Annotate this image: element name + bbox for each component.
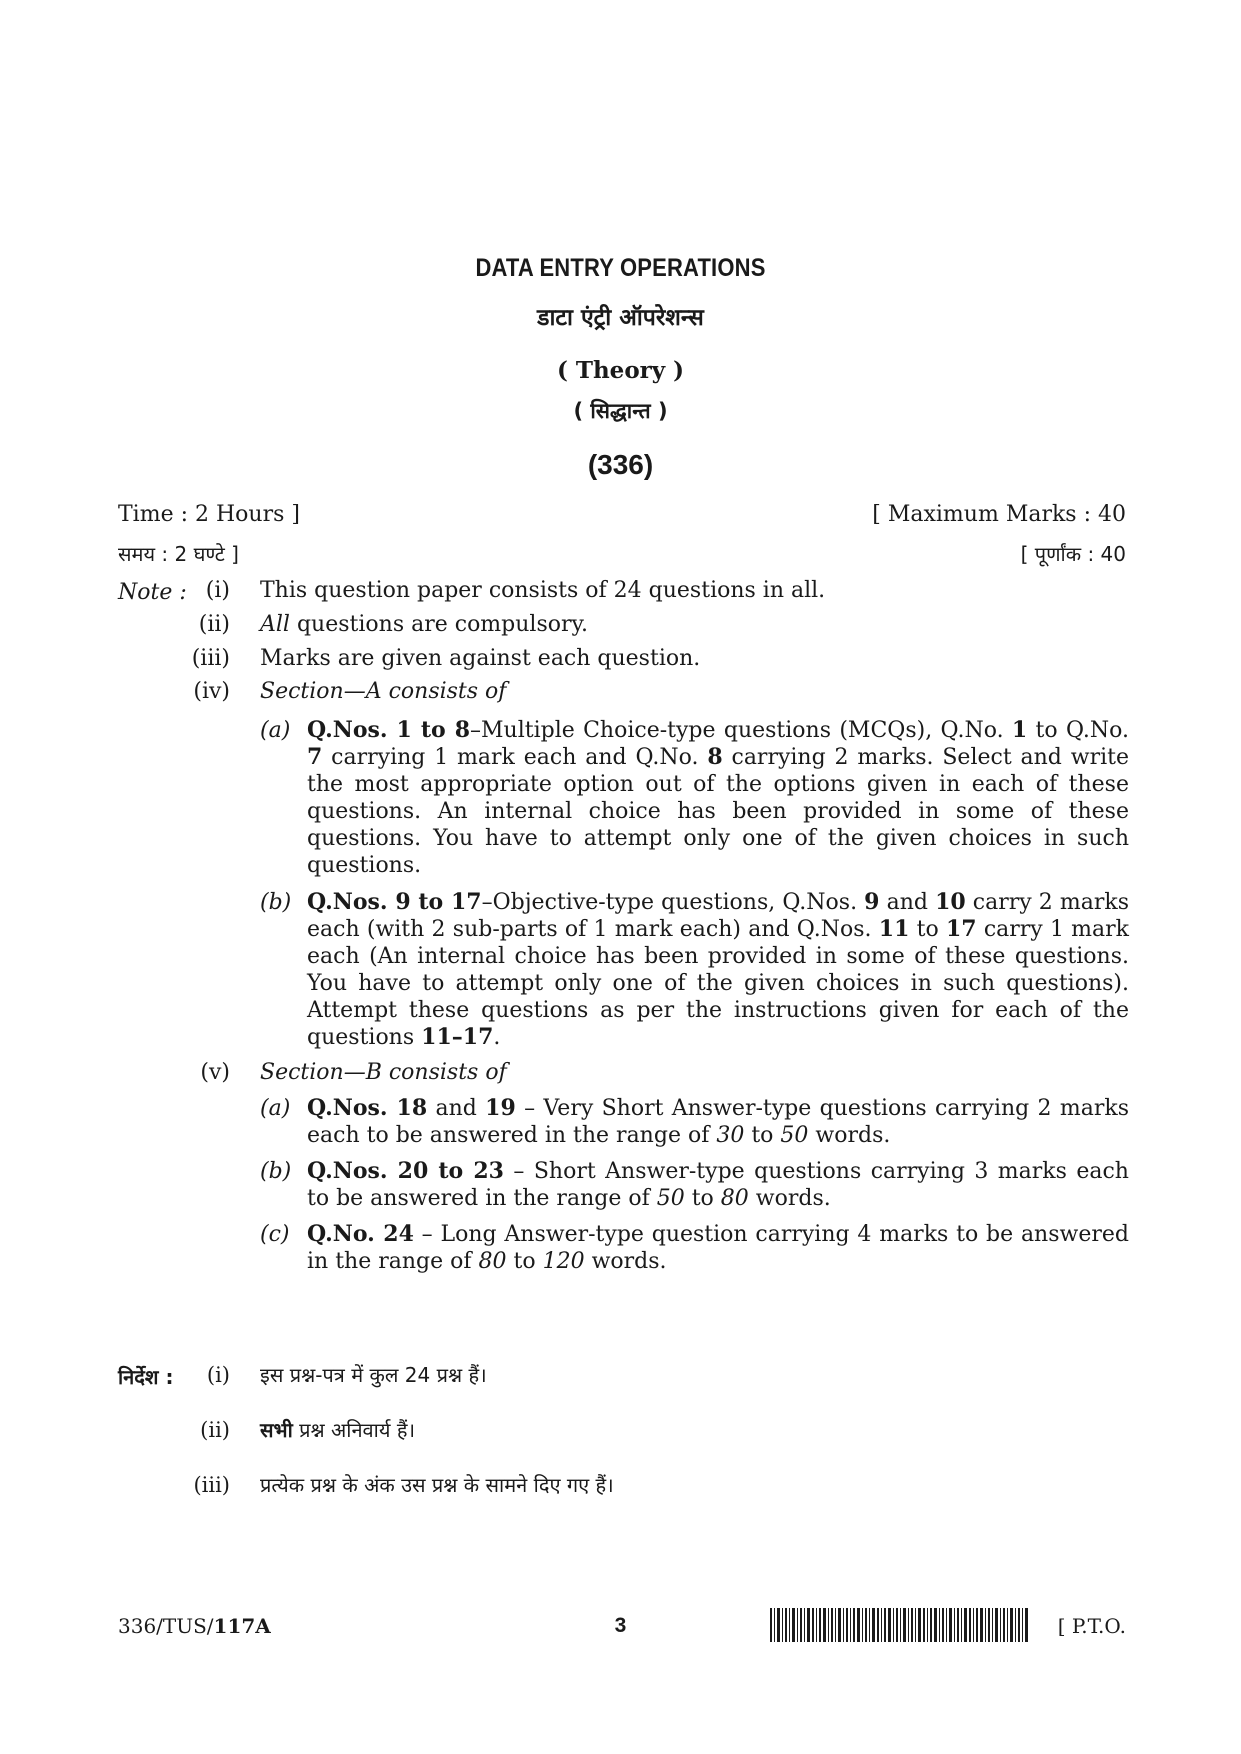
note-item-5: Section—B consists of — [260, 1060, 507, 1085]
sb-a-t7: 50 — [780, 1123, 809, 1149]
paper-code-bold: 117A — [213, 1614, 271, 1638]
section-b-letter-a: (a) — [260, 1096, 291, 1121]
subject-code: (336) — [587, 449, 654, 480]
section-b-item-b — [307, 1158, 1129, 1212]
sb-b-t3: 50 — [656, 1186, 685, 1212]
sa-b-t11: 11–17 — [421, 1024, 494, 1051]
sa-b-t4: and — [879, 890, 936, 915]
sb-b-t5: 80 — [720, 1186, 749, 1212]
time-label-hindi: समय : 2 घण्टे ] — [118, 542, 239, 566]
sa-b-t1: Q.Nos. 9 to 17 — [307, 889, 482, 915]
sa-a-t1: Q.Nos. 1 to 8 — [307, 717, 471, 743]
pto-label: [ P.T.O. — [1057, 1614, 1126, 1638]
sa-a-t4: to Q.No. — [1027, 718, 1130, 743]
sa-b-t8: to — [909, 917, 946, 943]
paper-subtitle: ( Theory ) — [556, 357, 685, 384]
sa-a-t7: 8 — [707, 744, 723, 771]
sb-a-t5: 30 — [716, 1123, 745, 1149]
section-b-letter-c: (c) — [260, 1222, 290, 1247]
max-marks-label-hindi: [ पूर्णांक : 40 — [1020, 542, 1126, 566]
sb-b-t4: to — [684, 1186, 721, 1212]
section-a-item-b — [307, 889, 1129, 1052]
hindi-item-2-text: प्रश्न अनिवार्य हैं। — [292, 1418, 416, 1442]
hindi-item-2 — [260, 1417, 415, 1444]
paper-subtitle-hindi: ( सिद्धान्त ) — [573, 399, 668, 423]
section-a-letter-a: (a) — [260, 718, 291, 743]
sa-b-t10: carry 1 mark each (An internal choice has been provided in some of these questions. You have to attempt only one of the given choices in such questions). Attempt these questions as per the instructions given for each of the questions — [307, 917, 1130, 1051]
note-num-1: (i) — [205, 578, 230, 603]
section-b-letter-b: (b) — [260, 1159, 292, 1184]
time-label: Time : 2 Hours ] — [118, 502, 300, 527]
sb-c-t4: to — [506, 1249, 543, 1275]
hindi-num-1: (i) — [206, 1363, 230, 1387]
sa-b-t3: 9 — [864, 889, 880, 915]
hindi-item-1: इस प्रश्न-पत्र में कुल 24 प्रश्न हैं। — [260, 1363, 487, 1387]
sa-a-t6: carrying 1 mark each and Q.No. — [322, 745, 708, 771]
hindi-item-2-bold: सभी — [260, 1418, 293, 1442]
note-item-2-text: questions are compulsory. — [289, 612, 589, 637]
sb-c-t1: Q.No. 24 — [307, 1221, 414, 1247]
sb-b-t2: – Short Answer-type questions carrying 3 marks each to be answered in the range of — [307, 1159, 1129, 1212]
barcode-icon — [770, 1608, 1028, 1642]
sa-b-t5: 10 — [935, 889, 966, 915]
sb-c-t3: 80 — [478, 1249, 507, 1275]
sb-a-t3: 19 — [485, 1095, 516, 1121]
sa-a-t5: 7 — [307, 744, 323, 771]
note-num-3: (iii) — [191, 646, 230, 671]
sb-a-t4: – Very Short Answer-type questions carrying 2 marks each to be answered in the range of — [307, 1096, 1129, 1149]
section-a-letter-b: (b) — [260, 890, 292, 915]
sb-a-t2: and — [427, 1096, 486, 1121]
sb-c-t2: – Long Answer-type question carrying 4 marks to be answered in the range of — [307, 1222, 1129, 1275]
note-item-1: This question paper consists of 24 questions in all. — [260, 578, 826, 603]
sa-b-t9: 17 — [945, 916, 977, 943]
sa-a-t8: carrying 2 marks. Select and write the most appropriate option out of the options given in each of these questions. An internal choice has been provided in some of these questions. You have to attempt only one of the given choices in such questions. — [307, 745, 1129, 879]
section-a-item-a — [307, 717, 1129, 880]
note-label: Note : — [118, 580, 187, 605]
note-item-3: Marks are given against each question. — [260, 646, 701, 671]
note-num-2: (ii) — [198, 612, 230, 637]
sb-c-t5: 120 — [542, 1249, 585, 1275]
hindi-num-3: (iii) — [193, 1473, 230, 1497]
sb-b-t1: Q.Nos. 20 to 23 — [307, 1158, 504, 1184]
sb-c-t6: words. — [584, 1249, 667, 1275]
hindi-note-label: निर्देश : — [118, 1365, 174, 1389]
page-number: 3 — [614, 1614, 627, 1637]
section-b-item-c — [307, 1221, 1129, 1275]
sa-b-t6: carry 2 marks each (with 2 sub-parts of 1 mark each) and Q.Nos. — [307, 890, 1129, 943]
paper-title: DATA ENTRY OPERATIONS — [475, 254, 766, 282]
sa-b-t7: 11 — [878, 916, 910, 943]
note-item-4: Section—A consists of — [260, 679, 507, 704]
sa-a-t3: 1 — [1011, 717, 1028, 743]
paper-title-hindi: डाटा एंट्री ऑपरेशन्स — [537, 305, 704, 331]
sb-b-t6: words. — [748, 1186, 831, 1212]
note-item-2 — [260, 611, 588, 638]
hindi-num-2: (ii) — [200, 1418, 230, 1442]
sa-b-t12: . — [493, 1025, 501, 1051]
note-num-5: (v) — [200, 1060, 230, 1085]
paper-code-plain: 336/TUS/ — [118, 1614, 214, 1638]
sa-b-t2: –Objective-type questions, Q.Nos. — [481, 890, 865, 915]
sa-a-t2: –Multiple Choice-type questions (MCQs), Q.No. — [470, 718, 1012, 743]
sb-a-t1: Q.Nos. 18 — [307, 1095, 428, 1121]
sb-a-t6: to — [744, 1123, 781, 1149]
note-item-2-italic: All — [260, 612, 290, 637]
note-num-4: (iv) — [193, 679, 230, 704]
max-marks-label: [ Maximum Marks : 40 — [872, 502, 1126, 527]
section-b-item-a — [307, 1095, 1129, 1149]
hindi-item-3: प्रत्येक प्रश्न के अंक उस प्रश्न के सामने दिए गए हैं। — [260, 1473, 614, 1497]
sb-a-t8: words. — [808, 1123, 891, 1149]
